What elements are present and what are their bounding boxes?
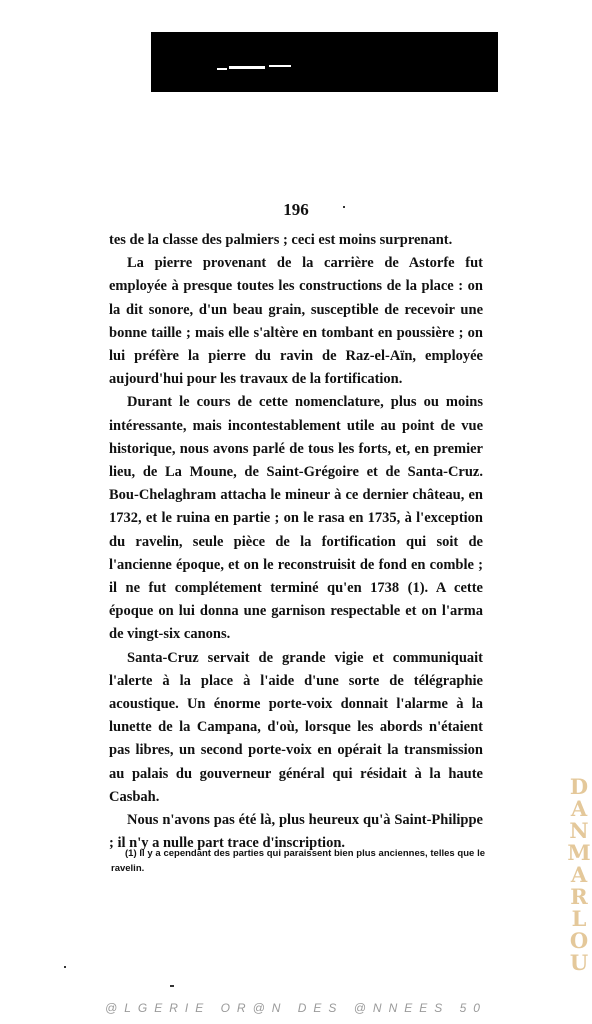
paragraph: La pierre provenant de la carrière de Astorfe fut employée à presque toutes les constructions de la place : on la dit sonore, d'un beau grain, susceptible de recevoir une bonne taille ; mais elle s'altère en tombant en poussière ; on lui préfère la pierre du ravin de Raz-el-Aïn, employée aujourd'hui pour les travaux de la fortification.: [109, 255, 483, 388]
paragraph: Santa-Cruz servait de grande vigie et communiquait l'alerte à la place à l'aide d'une sorte de télégraphie acoustique. Un énorme porte-voix donnait l'alarme à la lunette de la Campana, d'où, lorsque les abords n'étaient pas libres, un second porte-voix en opérait la transmission au palais du gouverneur général qui résidait à la haute Casbah.: [109, 649, 483, 805]
ink-speck: [64, 966, 66, 968]
redaction-bar: [151, 32, 498, 92]
ink-speck: [170, 985, 174, 987]
ink-speck: [343, 206, 345, 208]
bar-mark: [229, 66, 265, 69]
page-number: 196: [283, 200, 309, 219]
paragraph: Nous n'avons pas été là, plus heureux qu'à Saint-Philippe ; il n'y a nulle part trace d'inscription.: [109, 812, 483, 852]
bar-mark: [269, 65, 291, 67]
bar-mark: [217, 68, 227, 70]
vertical-watermark: DANMARLOU: [567, 774, 591, 975]
bottom-watermark: @LGERIE OR@N DES @NNEES 50: [105, 1001, 487, 1015]
paragraph: tes de la classe des palmiers ; ceci est moins surprenant.: [109, 232, 453, 248]
footnote: [111, 846, 485, 876]
footnote-text: (1) Il y a cependant des parties qui paraissent bien plus anciennes, telles que le ravelin.: [111, 848, 485, 874]
paragraph: Durant le cours de cette nomenclature, plus ou moins intéressante, mais incontestablement utile au point de vue historique, nous avons parlé de tous les forts, et, en premier lieu, de La Moune, de Saint-Grégoire et de Santa-Cruz. Bou-Chelaghram attacha le mineur à ce dernier château, en 1732, et le ruina en partie ; on le rasa en 1735, à l'exception du ravelin, seule pièce de la fortification qui soit de l'ancienne époque, et on le reconstruisit de fond en comble ; il ne fut complétement terminé qu'en 1738 (1). A cette époque on lui donna une garnison respectable et on l'arma de vingt-six canons.: [109, 394, 483, 643]
body-text: [109, 229, 483, 855]
